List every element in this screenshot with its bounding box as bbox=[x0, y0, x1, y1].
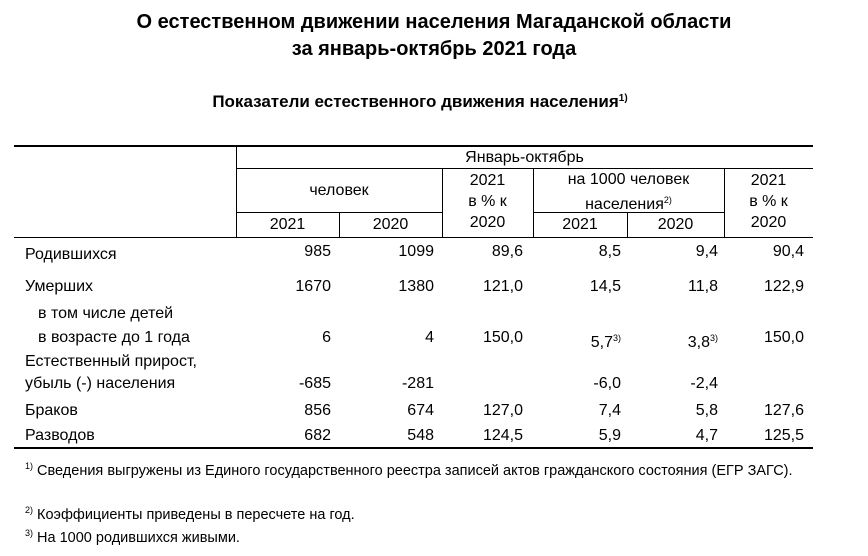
footnote-2-mark: 2) bbox=[25, 505, 34, 515]
document-title-line1: О естественном движении населения Магаданской области bbox=[136, 11, 732, 33]
document-title-line2: за январь-октябрь 2021 года bbox=[291, 38, 577, 60]
table-bottom-rule bbox=[14, 447, 813, 449]
row-deaths-label: Умерших bbox=[25, 278, 94, 295]
cell: 1099 bbox=[398, 243, 434, 260]
row-infant-label-2: в возрасте до 1 года bbox=[38, 329, 190, 346]
header-rpct-line3: 2020 bbox=[750, 214, 787, 231]
cell: -6,0 bbox=[593, 375, 621, 392]
cell: 548 bbox=[407, 427, 434, 444]
cell: 125,5 bbox=[763, 427, 804, 444]
cell-value: 3,8 bbox=[687, 334, 710, 351]
cell: 11,8 bbox=[688, 278, 718, 295]
cell: 682 bbox=[304, 427, 331, 444]
footnote-1-mark: 1) bbox=[25, 461, 34, 471]
cell: 121,0 bbox=[482, 278, 523, 295]
header-rate-line1: на 1000 человек bbox=[567, 171, 690, 188]
footnote-2 bbox=[25, 501, 355, 525]
footnote-2-text: Коэффициенты приведены в пересчете на год. bbox=[37, 507, 355, 523]
footnote-3-text: На 1000 родившихся живыми. bbox=[37, 530, 240, 546]
cell: 6 bbox=[322, 329, 331, 346]
cell: -281 bbox=[401, 375, 434, 392]
cell-note: 3) bbox=[612, 333, 621, 343]
cell: 985 bbox=[304, 243, 331, 260]
cell: 1380 bbox=[398, 278, 434, 295]
cell: 127,6 bbox=[763, 402, 804, 419]
header-pct-line1: 2021 bbox=[469, 172, 506, 189]
cell: 5,8 bbox=[695, 402, 718, 419]
cell: 674 bbox=[407, 402, 434, 419]
row-marriages-label: Браков bbox=[25, 402, 78, 419]
footnote-3 bbox=[25, 524, 240, 548]
cell: 150,0 bbox=[482, 329, 523, 346]
cell: -685 bbox=[298, 375, 331, 392]
header-rate-note: 2) bbox=[663, 195, 672, 205]
cell bbox=[591, 328, 621, 353]
cell: 4,7 bbox=[695, 427, 718, 444]
header-rate-line2-text: населения bbox=[585, 196, 664, 213]
cell: 856 bbox=[304, 402, 331, 419]
row-natural-label-1: Естественный прирост, bbox=[25, 353, 197, 370]
row-births-label: Родившихся bbox=[25, 246, 117, 263]
footnote-1 bbox=[25, 457, 805, 481]
cell-value: 5,7 bbox=[590, 334, 613, 351]
header-pct-line2: в % к bbox=[468, 193, 507, 210]
cell: 124,5 bbox=[482, 427, 523, 444]
cell: -2,4 bbox=[690, 375, 718, 392]
period-underline bbox=[236, 168, 813, 169]
cell: 1670 bbox=[295, 278, 331, 295]
table-caption-note: 1) bbox=[618, 93, 628, 104]
cell: 150,0 bbox=[763, 329, 804, 346]
header-bottom-rule bbox=[14, 237, 813, 238]
cell: 7,4 bbox=[598, 402, 621, 419]
cell: 5,9 bbox=[598, 427, 621, 444]
header-rate-year-2020: 2020 bbox=[657, 216, 694, 233]
footnote-1-text: Сведения выгружены из Единого государственного реестра записей актов гражданского состояния (ЕГР ЗАГС). bbox=[37, 463, 793, 479]
row-divorces-label: Разводов bbox=[25, 427, 95, 444]
header-year-2021: 2021 bbox=[269, 216, 306, 233]
header-persons: человек bbox=[309, 182, 369, 199]
cell: 4 bbox=[425, 329, 434, 346]
cell: 14,5 bbox=[589, 278, 621, 295]
header-year-2020: 2020 bbox=[372, 216, 409, 233]
header-period: Январь-октябрь bbox=[465, 149, 584, 166]
table-caption bbox=[0, 88, 840, 113]
table-caption-text: Показатели естественного движения населения bbox=[212, 92, 619, 111]
row-natural-label-2: убыль (-) населения bbox=[25, 375, 176, 392]
footnote-3-mark: 3) bbox=[25, 528, 34, 538]
cell: 9,4 bbox=[695, 243, 718, 260]
header-rpct-line2: в % к bbox=[749, 193, 788, 210]
table-top-rule bbox=[14, 145, 813, 147]
header-pct-line3: 2020 bbox=[469, 214, 506, 231]
header-rate-year-2021: 2021 bbox=[562, 216, 598, 233]
header-rpct-line1: 2021 bbox=[750, 172, 787, 189]
cell-note: 3) bbox=[709, 333, 718, 343]
cell bbox=[688, 328, 718, 353]
cell: 122,9 bbox=[763, 278, 804, 295]
cell: 127,0 bbox=[482, 402, 523, 419]
cell: 89,6 bbox=[491, 243, 523, 260]
cell: 8,5 bbox=[598, 243, 621, 260]
cell: 90,4 bbox=[772, 243, 804, 260]
row-infant-label-1: в том числе детей bbox=[38, 305, 174, 322]
header-rate-line2 bbox=[533, 190, 724, 215]
